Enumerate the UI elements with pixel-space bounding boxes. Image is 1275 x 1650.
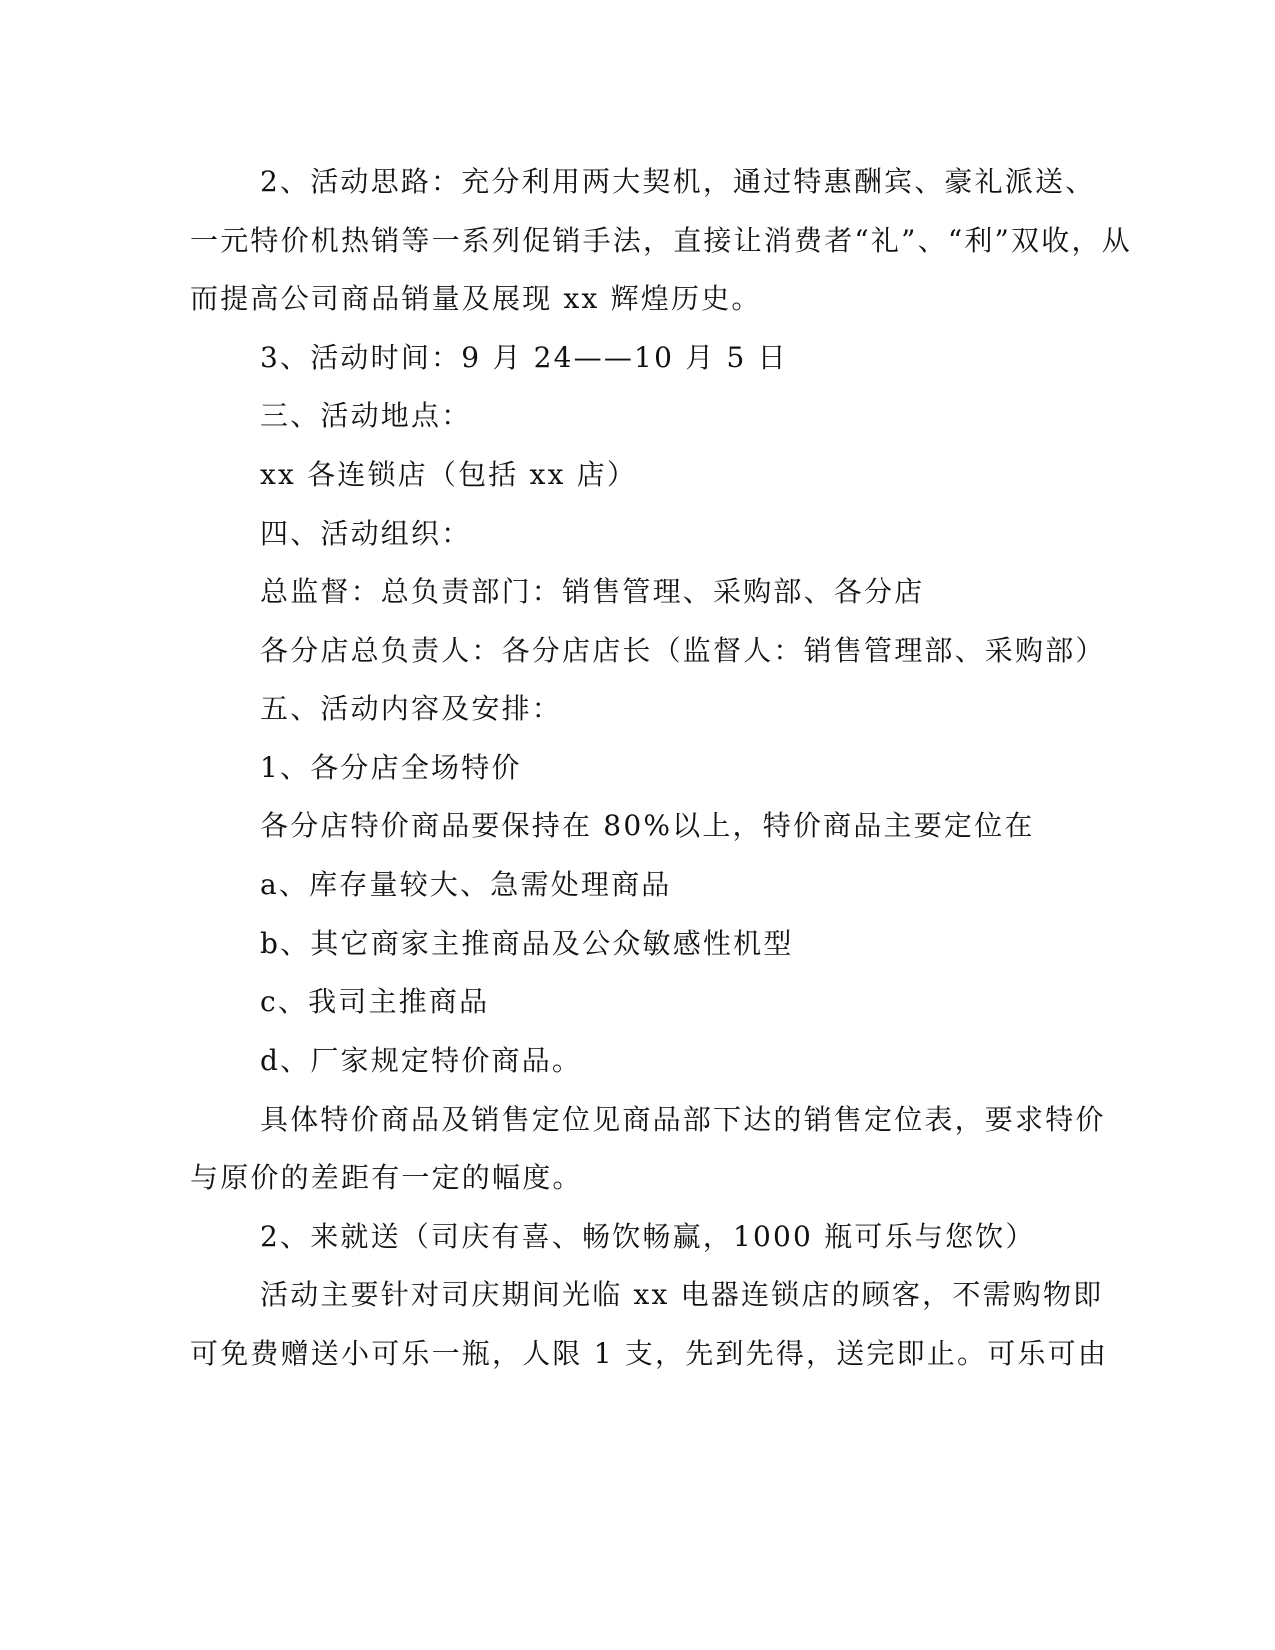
section-heading-organization: 四、活动组织： [260, 517, 472, 550]
location-line: xx 各连锁店（包括 xx 店） [260, 458, 638, 491]
item-1-description: 各分店特价商品要保持在 80%以上，特价商品主要定位在 [260, 809, 1035, 842]
item-1-detail-line-1: 具体特价商品及销售定位见商品部下达的销售定位表，要求特价 [260, 1103, 1106, 1136]
item-2-heading: 2、来就送（司庆有喜、畅饮畅赢，1000 瓶可乐与您饮） [260, 1220, 1036, 1253]
section-heading-content: 五、活动内容及安排： [260, 692, 563, 725]
activity-time-line: 3、活动时间：9 月 24——10 月 5 日 [260, 341, 788, 374]
item-1-detail-line-2: 与原价的差距有一定的幅度。 [190, 1161, 583, 1194]
list-item-d: d、厂家规定特价商品。 [260, 1044, 583, 1077]
item-1-heading: 1、各分店全场特价 [260, 751, 522, 784]
section-heading-location: 三、活动地点： [260, 399, 472, 432]
list-item-c: c、我司主推商品 [260, 985, 490, 1018]
paragraph-activity-idea-line-3: 而提高公司商品销量及展现 xx 辉煌历史。 [190, 282, 762, 315]
paragraph-activity-idea-line-1: 2、活动思路：充分利用两大契机，通过特惠酬宾、豪礼派送、 [260, 165, 1096, 198]
paragraph-activity-idea-line-2: 一元特价机热销等一系列促销手法，直接让消费者“礼”、“利”双收，从 [190, 224, 1132, 257]
organization-branch-manager-line: 各分店总负责人：各分店店长（监督人：销售管理部、采购部） [260, 634, 1106, 667]
item-2-description-line-2: 可免费赠送小可乐一瓶，人限 1 支，先到先得，送完即止。可乐可由 [190, 1337, 1109, 1370]
list-item-b: b、其它商家主推商品及公众敏感性机型 [260, 927, 794, 960]
organization-supervisor-line: 总监督：总负责部门：销售管理、采购部、各分店 [260, 575, 925, 608]
list-item-a: a、库存量较大、急需处理商品 [260, 868, 672, 901]
item-2-description-line-1: 活动主要针对司庆期间光临 xx 电器连锁店的顾客，不需购物即 [260, 1278, 1104, 1311]
